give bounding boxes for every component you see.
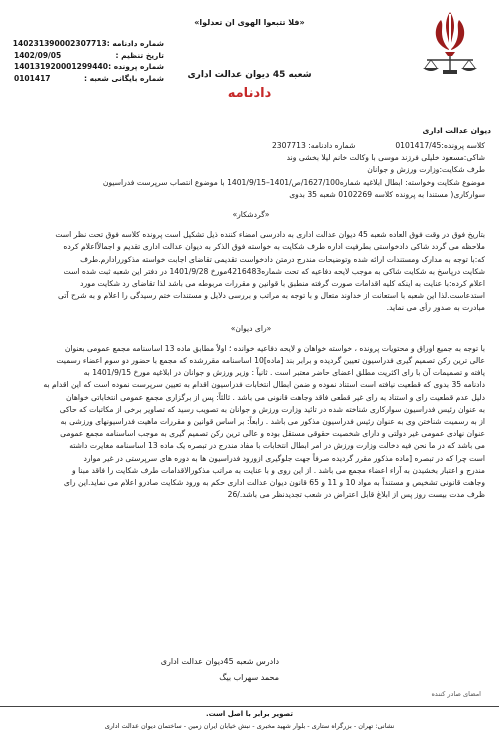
proceedings-line: اعلام کرده:با عنایت به اینکه کلیه اقدامات صورت گرفته منطبق با قوانین و مقررات مربوطه می باشد لذا تقاضای رد شکایت مورد	[80, 279, 485, 289]
meta-row-archive-no	[14, 73, 164, 85]
document-type: دادنامه	[227, 86, 272, 101]
ruling-line: وجاهت قانونی تشخیص و مستنداً به مواد 10 و 11 و 65 قانون دیوان عدالت اداری حکم به ورود شکایت صادرو اعلام می نماید.این رای	[63, 478, 485, 488]
ruling-line: دادنامه 35 بدوی که قطعیت نیافته است استناد نموده و ضمن ابطال انتخابات فدراسیون اقدام به تعیین سرپرست نموده است که این اقدام به	[43, 380, 485, 390]
meta-label: تاریخ تنظیم :	[115, 50, 164, 60]
subject-line: موضوع شکایت وخواسته: ابطال ابلاغیه شماره1627/100/ص/1401–1401/9/15 با موضوع انتصاب سرپرست فدراسیون	[102, 177, 485, 187]
verdict-number: شماره دادنامه: 2307713	[271, 141, 356, 150]
meta-value: 140231390002307713	[12, 39, 107, 48]
document-header	[0, 0, 499, 140]
meta-row-file-no	[14, 61, 164, 73]
verdict-body	[17, 140, 485, 501]
document-meta	[14, 38, 164, 84]
ruling-line: می باشد که در ما نحن فیه دخالت وزارت ورزش در امر ابطال انتخابات با مفاد مندرج در تبصره یک ماده 13 اساسنامه مغایرت داشته	[69, 441, 485, 451]
iran-emblem-logo	[419, 6, 481, 78]
ruling-line: به عنوان رئیس فدراسیون سوارکاری شناخته شده در تائید وزارت ورزش و جوانان به تصویب رسید که تصاویر برخی از مکاتبات که حاکی	[59, 404, 485, 414]
ruling-line: از به رسمیت شناختن وی به عنوان رئیس فدراسیون مذکور می باشد . رابعاً: بر اساس قوانین و مقررات ماهیت فدراسیونهای ورزشی به	[60, 417, 485, 427]
ruling-line: ظرف مدت بیست روز پس از ابلاغ قابل اعتراض در شعب تجدیدنظر می باشد./26	[227, 490, 485, 500]
ruling-line: دلیل عدم قطعیت رای و استناد به رای غیر قطعی فاقد وجاهت قانونی می باشد . ثالثاً: پس از برگزاری مجمع عمومی انتخاباتی خواهان	[66, 392, 485, 402]
stamp-label: امضای صادر کننده	[431, 690, 481, 698]
meta-label: شماره بایگانی شعبه :	[83, 73, 164, 83]
court-name: دیوان عدالت اداری	[422, 126, 491, 135]
file-class: کلاسه پرونده:0101417/45	[395, 141, 485, 150]
signature-block	[161, 654, 279, 686]
copy-note: تصویر برابر با اصل است.	[205, 710, 294, 718]
ruling-line: مندرج و اعتبار بخشیدن به آراء اعضاء مجمع می باشد . از این روی و با عنایت به مراتب مذکورالاقدامات طرف شکایت را فاقد مبنا و	[72, 465, 485, 475]
ruling-heading: «رای دیوان»	[230, 323, 272, 333]
judge-name: محمد سهراب بیگ	[219, 673, 279, 682]
proceedings-heading: «گردشکار»	[232, 210, 270, 220]
proceedings-line: که:با توجه به مدارک ومستندات ارائه شده وتوضیحات مندرج درمتن دادخواست تقدیمی تقاضای اجابت خواسته مذکوررادارم.طرف	[80, 254, 485, 264]
ruling-line: یافته و تصمیمات آن با رای اکثریت مطلق اعضای حاضر معتبر است . ثانیاً : وزیر ورزش و جوانان در ابلاغیه مورخ 1401/9/15 به	[83, 368, 485, 378]
meta-value: 1402/09/05	[14, 50, 62, 60]
judge-title: دادرس شعبه 45دیوان عدالت اداری	[160, 657, 279, 666]
proceedings-line: ملاحظه می گردد شاکی دادخواستی بطرفیت اداره طرف شکایت به خواسته فوق الذکر به دیوان عدالت اداری تقدیم و اجمالاًاعلام کرده	[63, 242, 485, 252]
meta-label: شماره پرونده :	[108, 62, 164, 71]
branch-title: شعبه 45 دیوان عدالت اداری	[187, 70, 312, 80]
plaintiff: شاکی:مسعود خلیلی فرزند موسی با وکالت خانم لیلا بخشی وند	[286, 153, 485, 163]
meta-row-verdict-no	[14, 38, 164, 50]
ruling-line: عالی ترین رکن تصمیم گیری فدراسیون تعیین گردیده و برابر بند [ماده]10 اساسنامه مقررشده که مجمع با حضور دو سوم اعضاء رسمیت	[56, 356, 485, 366]
address: نشانی: تهران - بزرگراه ستاری - بلوار شهید مخبری - نبش خیابان ایران زمین - ساختمان دیوان عدالت اداری	[104, 722, 395, 730]
proceedings-line: استدعاست.لذا این شعبه با استعانت از خداوند متعال و با توجه به مراتب و بررسی دلایل و مستندات ختم رسیدگی را اعلام و به شرح آتی	[58, 291, 485, 301]
case-numbers	[17, 140, 485, 152]
ruling-line: با توجه به جمیع اوراق و محتویات پرونده ، خواسته خواهان و لایحه دفاعیه خوانده ؛ اولاً مطابق ماده 13 اساسنامه مجمع عمومی بعنوان	[64, 343, 485, 353]
proceedings-line: بتاریخ فوق در وقت فوق العاده شعبه 45 دیوان عدالت اداری به دادرسی امضاء کننده ذیل تشکیل است پرونده کلاسه فوق تحت نظر است	[55, 230, 485, 240]
subject-line: سوارکاری( مستندا به پرونده کلاسه 0102269 شعبه 35 بدوی	[289, 189, 485, 199]
ruling-line: است چرا که در تبصره [ماده مذکور مقرر گردیده صرفاً جهت جلوگیری ازورود فدراسیون ها به دوره های سرپرستی در غیر موارد	[83, 453, 485, 463]
meta-value: 0101417	[14, 73, 51, 83]
quran-verse: «فلا تتبعوا الهوی ان تعدلوا»	[194, 18, 305, 27]
proceedings-line: مبادرت به صدور رأی می نماید.	[386, 303, 485, 313]
footer-divider	[0, 706, 499, 707]
ruling-line: عنوان نهادی عمومی غیر دولتی و دارای شخصیت حقوقی مستقل بوده و عالی ترین رکن تصمیم گیری به موجب اساسنامه مجمع عمومی	[60, 429, 485, 439]
meta-value: 140131920001299440	[14, 62, 108, 71]
defendant: طرف شکایت:وزارت ورزش و جوانان	[367, 165, 485, 175]
meta-label: شماره دادنامه :	[106, 39, 164, 48]
proceedings-line: شکایت درپاسخ به شکایت شاکی به موجب لایحه دفاعیه که تحت شماره4216483مورخ 1401/9/28 در دفتر این شعبه ثبت شده است	[63, 266, 485, 276]
meta-row-date	[14, 50, 164, 62]
